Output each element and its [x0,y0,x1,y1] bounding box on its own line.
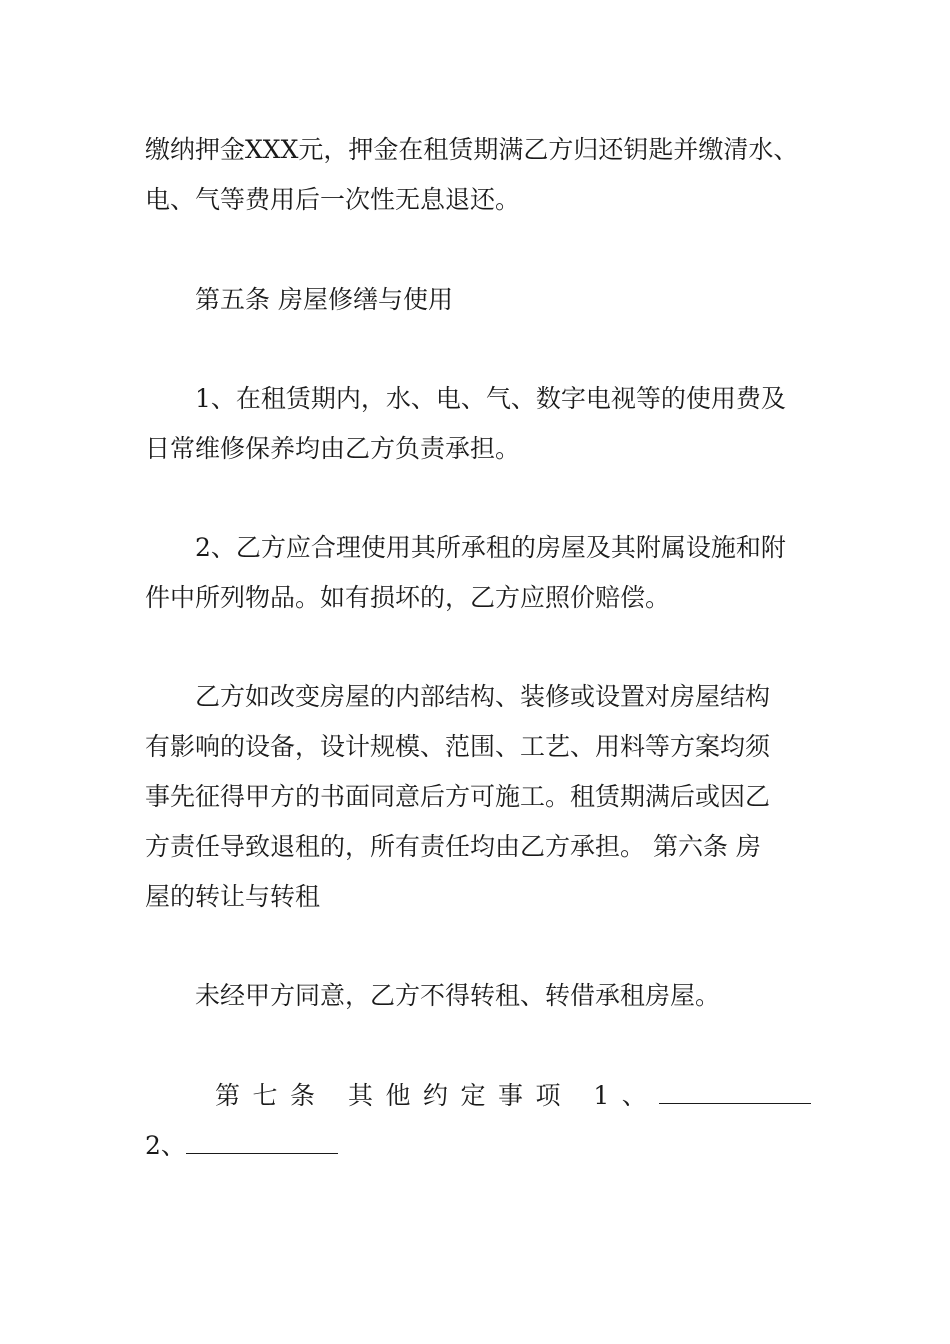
text-line: 1、在租赁期内，水、电、气、数字电视等的使用费及 [195,384,786,413]
text-line: 未经甲方同意，乙方不得转租、转借承租房屋。 [195,981,721,1010]
text-line: 日常维修保养均由乙方负责承担。 [145,434,521,463]
text-line: 事先征得甲方的书面同意后方可施工。租赁期满后或因乙 [145,782,771,811]
text-line: 屋的转让与转租 [145,882,321,911]
clause-seven-item [145,1128,810,1164]
text-line: 方责任导致退租的，所有责任均由乙方承担。 第六条 房 [145,832,761,861]
text-line: 有影响的设备，设计规模、范围、工艺、用料等方案均须 [145,732,771,761]
item-label: 2、 [145,1131,186,1160]
text-line: 缴纳押金XXX元，押金在租赁期满乙方归还钥匙并缴清水、 [145,135,799,164]
clause-seven-line [215,1078,815,1114]
text-line: 2、乙方应合理使用其所承租的房屋及其附属设施和附 [195,533,786,562]
fill-in-blank [659,1079,811,1104]
section-heading: 第七条 其他约定事项 1、 [215,1081,660,1110]
section-heading: 第五条 房屋修缮与使用 [195,285,453,314]
fill-in-blank [186,1129,338,1154]
text-line: 电、气等费用后一次性无息退还。 [145,185,521,214]
text-line: 乙方如改变房屋的内部结构、装修或设置对房屋结构 [195,682,771,711]
text-line: 件中所列物品。如有损坏的，乙方应照价赔偿。 [145,583,671,612]
